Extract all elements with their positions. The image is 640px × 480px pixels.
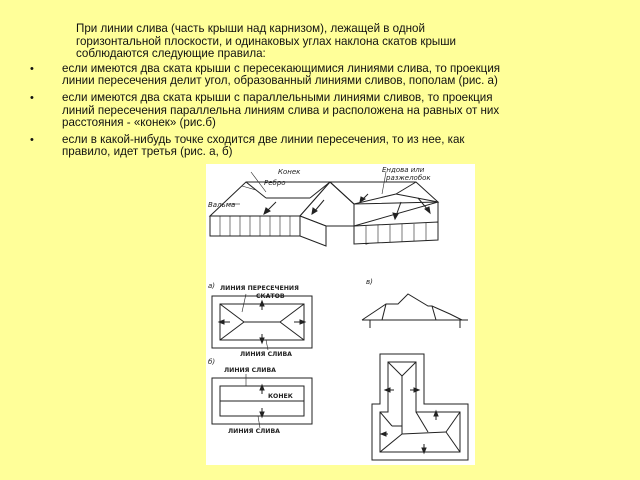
label-endova-2: разжелобок [386, 174, 431, 182]
rule-item-1 [28, 63, 608, 88]
bullet-icon: • [30, 62, 34, 75]
rule-line: если имеются два ската крыши с параллельными линиями сливов, то проекция [62, 90, 493, 104]
rule-line: если имеются два ската крыши с пересекающимися линиями слива, то проекция [62, 61, 501, 75]
intro-line: соблюдаются следующие правила: [76, 47, 266, 61]
label-valma: Вальма [208, 201, 236, 209]
rule-line: если в какой-нибудь точке сходится две линии пересечения, то из нее, как [62, 132, 465, 146]
rule-item-3 [28, 134, 608, 159]
label-endova: Ендова или [382, 166, 425, 174]
label-liniya-sliva-1: ЛИНИЯ СЛИВА [240, 351, 292, 358]
intro-line: горизонтальной плоскости, и одинаковых углах наклона скатов крыши [76, 34, 457, 48]
perspective-roof [210, 172, 438, 246]
intro-paragraph [28, 23, 608, 61]
rule-line: линий пересечения параллельна линиям слива и расположена на равных от них [62, 103, 500, 117]
rules-list [28, 63, 608, 159]
label-konek: Конек [278, 168, 301, 176]
rule-line: расстояния - «конек» (рис.б) [62, 116, 216, 130]
label-fig-b: б) [208, 358, 216, 366]
label-rebro: Ребро [264, 179, 286, 187]
plan-b [212, 374, 312, 428]
text-block [28, 23, 608, 163]
label-skatov: СКАТОВ [256, 293, 285, 300]
rule-item-2 [28, 92, 608, 130]
roof-diagram [206, 164, 475, 465]
roof-figure [206, 164, 475, 465]
rule-line: правило, идет третья (рис. а, б) [62, 145, 233, 159]
label-fig-v: в) [366, 278, 373, 286]
label-liniya-peresecheniya: ЛИНИЯ ПЕРЕСЕЧЕНИЯ [220, 285, 299, 292]
bullet-icon: • [30, 91, 34, 104]
label-konek-caps: КОНЕК [268, 393, 293, 400]
elevation-c [362, 294, 468, 328]
label-liniya-sliva-3: ЛИНИЯ СЛИВА [228, 428, 280, 435]
label-fig-a: а) [208, 282, 216, 290]
label-liniya-sliva-2: ЛИНИЯ СЛИВА [224, 367, 276, 374]
bullet-icon: • [30, 133, 34, 146]
plan-a [212, 294, 312, 350]
rule-line: линии пересечения делит угол, образованный линиями сливов, пополам (рис. а) [62, 74, 498, 88]
plan-l-shaped [372, 354, 468, 460]
intro-line: При линии слива (часть крыши над карнизом), лежащей в одной [76, 22, 425, 35]
